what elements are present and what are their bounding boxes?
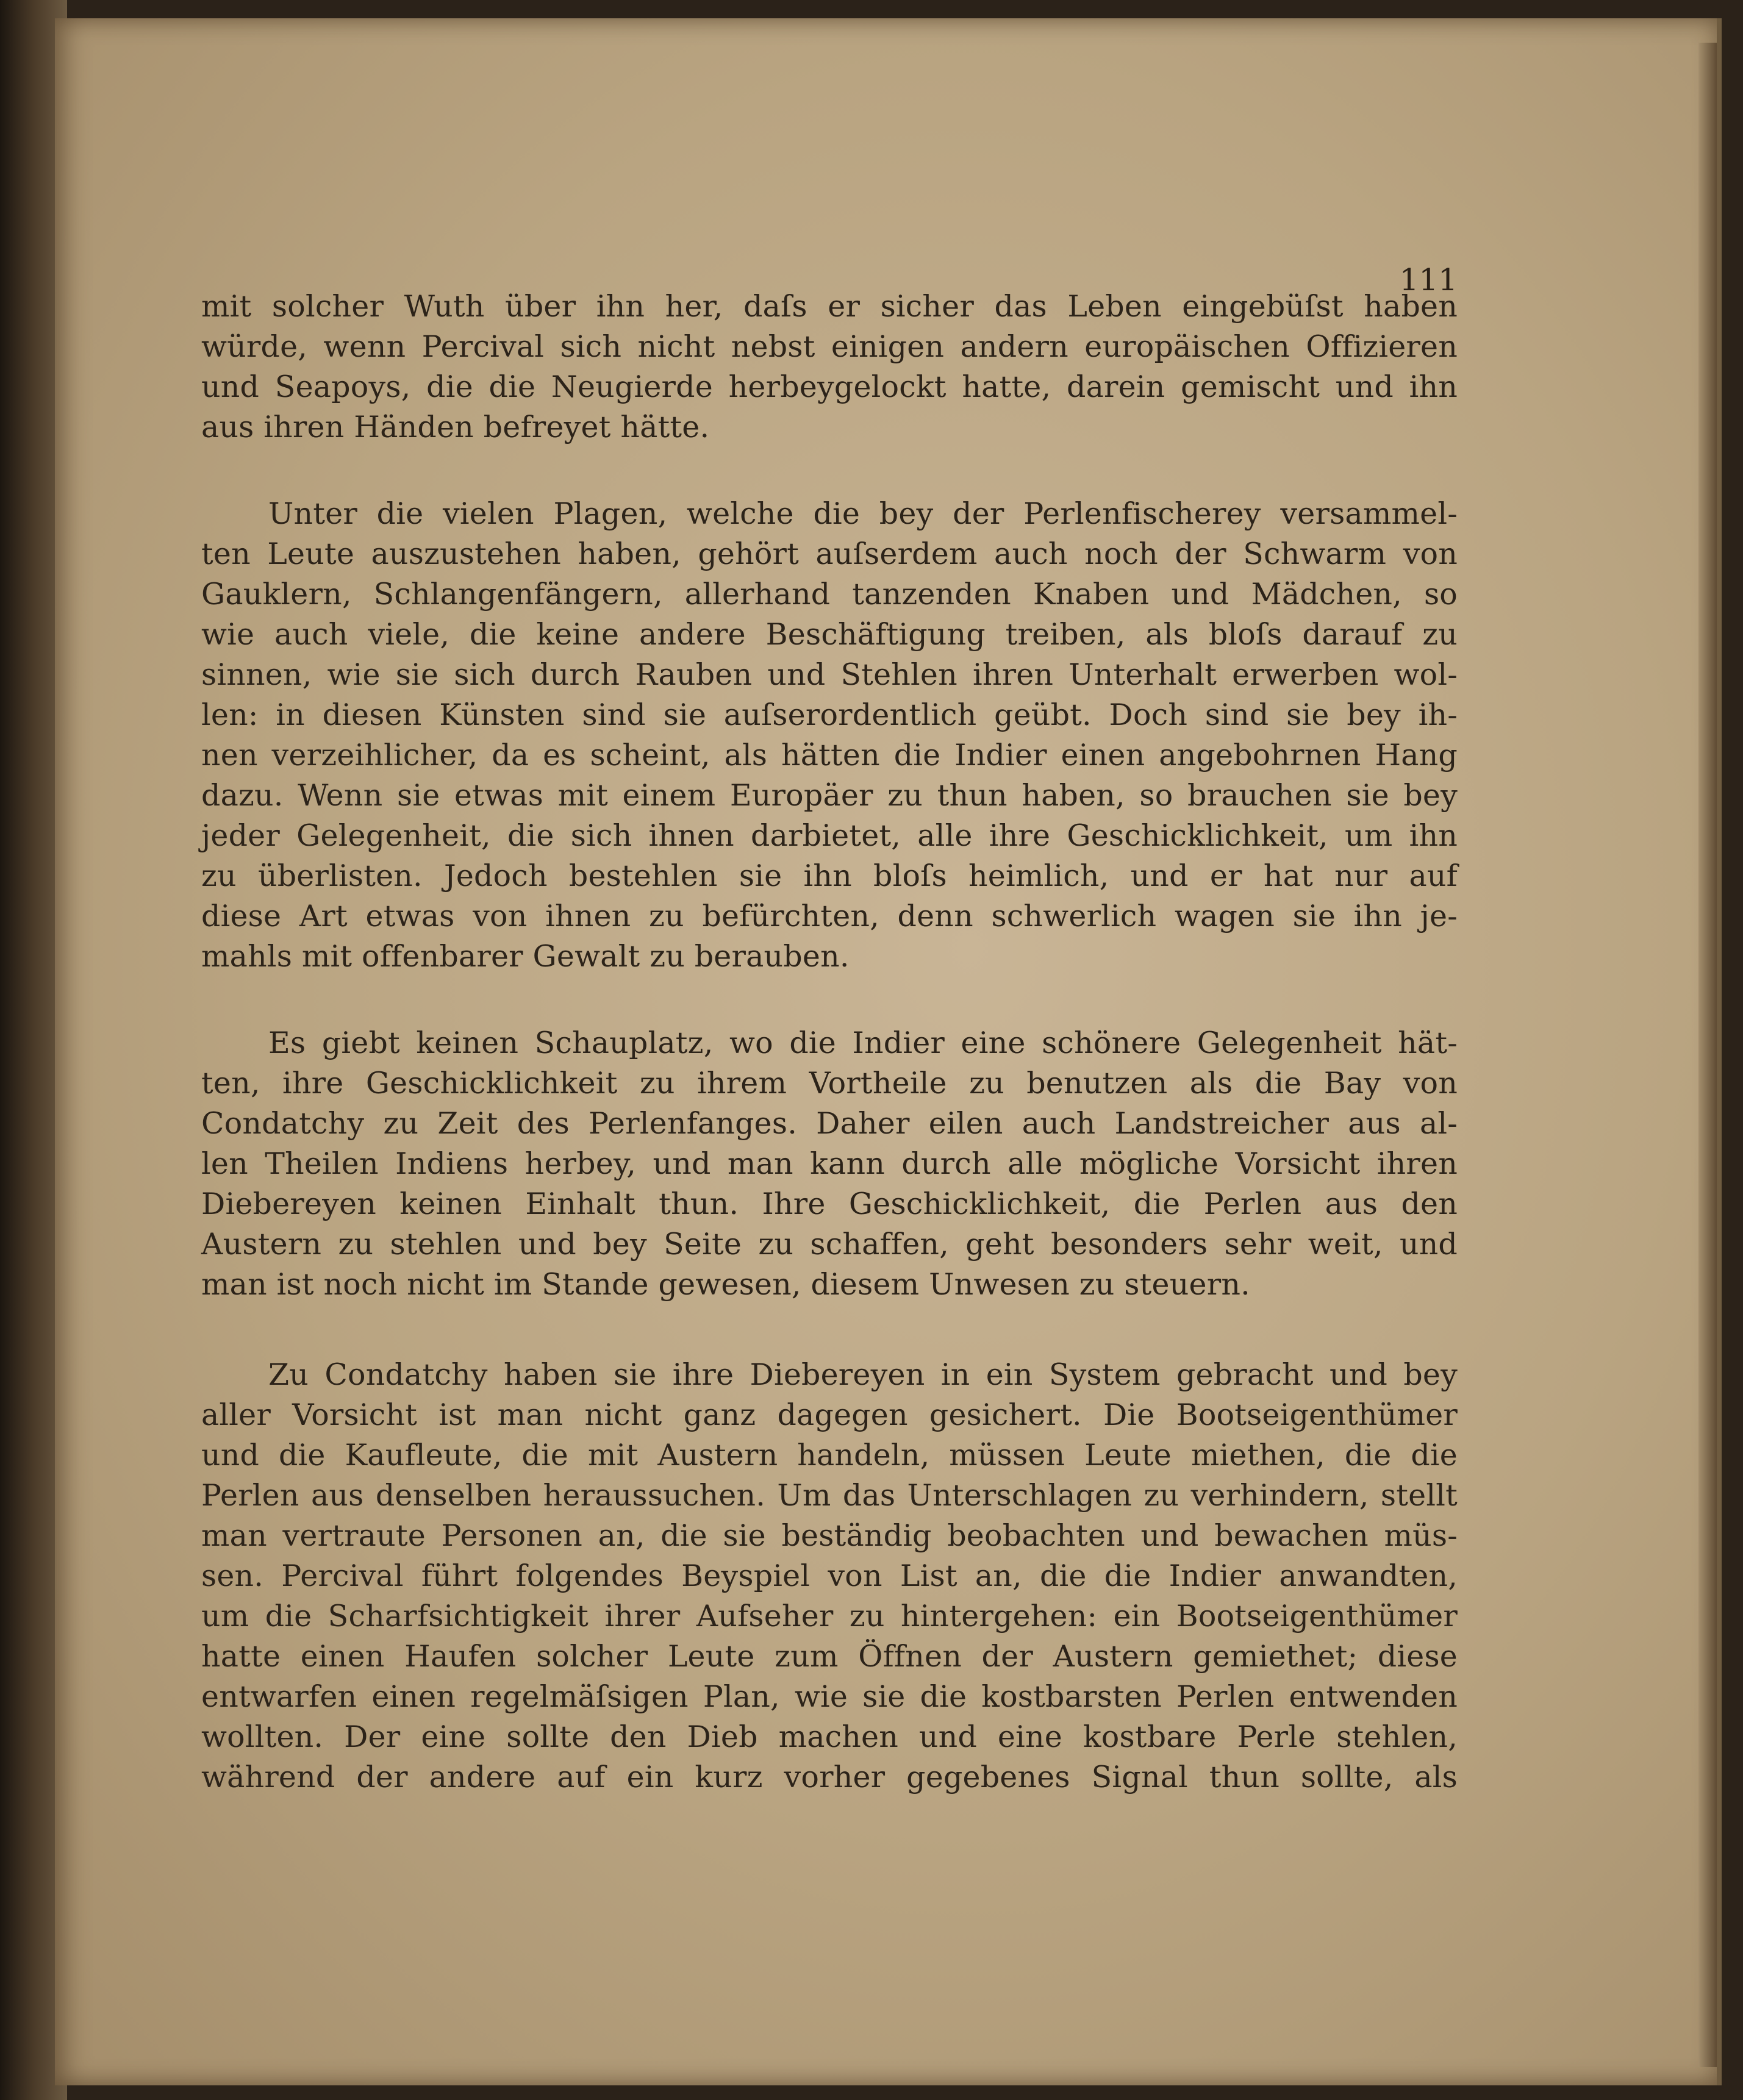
text-line: sen. Percival führt folgendes Beyspiel von List an, die die Indier anwandten, [201,1559,1458,1593]
text-line: man vertraute Personen an, die sie beständig beobachten und bewachen müs- [201,1518,1458,1553]
text-line: entwarfen einen regelmäſsigen Plan, wie sie die kostbarsten Perlen entwenden [201,1679,1458,1714]
text-line: zu überlisten. Jedoch bestehlen sie ihn bloſs heimlich, und er hat nur auf [201,859,1458,893]
text-line: mit solcher Wuth über ihn her, daſs er sicher das Leben eingebüſst haben [201,289,1458,324]
text-line: und die Kaufleute, die mit Austern handeln, müssen Leute miethen, die die [201,1438,1458,1473]
text-line: Diebereyen keinen Einhalt thun. Ihre Geschicklichkeit, die Perlen aus den [201,1187,1458,1221]
text-line: Gauklern, Schlangenfängern, allerhand tanzenden Knaben und Mädchen, so [201,577,1458,612]
paragraph-1 [201,287,1458,448]
text-line: während der andere auf ein kurz vorher gegebenes Signal thun sollte, als [201,1760,1458,1795]
text-line: sinnen, wie sie sich durch Rauben und Stehlen ihren Unterhalt erwerben wol- [201,657,1458,692]
text-line: wollten. Der eine sollte den Dieb machen und eine kostbare Perle stehlen, [201,1720,1458,1754]
text-line: Zu Condatchy haben sie ihre Diebereyen in ein System gebracht und bey [268,1357,1458,1392]
text-line: und Seapoys, die die Neugierde herbeygelockt hatte, darein gemischt und ihn [201,370,1458,404]
text-line: wie auch viele, die keine andere Beschäftigung treiben, als bloſs darauf zu [201,617,1458,652]
text-line: dazu. Wenn sie etwas mit einem Europäer zu thun haben, so brauchen sie bey [201,778,1458,813]
paragraph-4 [201,1355,1458,1798]
text-line: diese Art etwas von ihnen zu befürchten, denn schwerlich wagen sie ihn je- [201,899,1458,934]
text-line: um die Scharfsichtigkeit ihrer Aufseher zu hintergehen: ein Bootseigenthümer [201,1599,1458,1634]
text-line: len: in diesen Künsten sind sie auſserordentlich geübt. Doch sind sie bey ih- [201,698,1458,732]
page-number: 111 [1399,262,1458,298]
text-line: Condatchy zu Zeit des Perlenfanges. Daher eilen auch Landstreicher aus al- [201,1106,1458,1141]
text-line: Es giebt keinen Schauplatz, wo die Indier eine schönere Gelegenheit hät- [268,1026,1458,1060]
text-line: ten Leute auszustehen haben, gehört auſserdem auch noch der Schwarm von [201,537,1458,571]
text-line: jeder Gelegenheit, die sich ihnen darbietet, alle ihre Geschicklichkeit, um ihn [201,818,1458,853]
body-text [201,287,1458,1798]
text-line: Unter die vielen Plagen, welche die bey der Perlenfischerey versammel- [268,496,1458,531]
text-line: mahls mit offenbarer Gewalt zu berauben. [201,939,850,974]
text-line: aller Vorsicht ist man nicht ganz dagegen gesichert. Die Bootseigenthümer [201,1398,1458,1432]
paragraph-2 [201,494,1458,977]
paragraph-3 [201,1023,1458,1305]
text-line: ten, ihre Geschicklichkeit zu ihrem Vortheile zu benutzen als die Bay von [201,1066,1458,1101]
text-line: Perlen aus denselben heraussuchen. Um das Unterschlagen zu verhindern, stellt [201,1478,1458,1513]
text-line: hatte einen Haufen solcher Leute zum Öffnen der Austern gemiethet; diese [201,1639,1458,1674]
text-line: nen verzeihlicher, da es scheint, als hätten die Indier einen angebohrnen Hang [201,738,1458,773]
text-line: len Theilen Indiens herbey, und man kann durch alle mögliche Vorsicht ihren [201,1146,1458,1181]
page-edge [1698,43,1717,2067]
text-line: würde, wenn Percival sich nicht nebst einigen andern europäischen Offizieren [201,329,1458,364]
text-line: aus ihren Händen befreyet hätte. [201,410,710,445]
text-line: man ist noch nicht im Stande gewesen, diesem Unwesen zu steuern. [201,1267,1250,1302]
text-line: Austern zu stehlen und bey Seite zu schaffen, geht besonders sehr weit, und [201,1227,1458,1262]
